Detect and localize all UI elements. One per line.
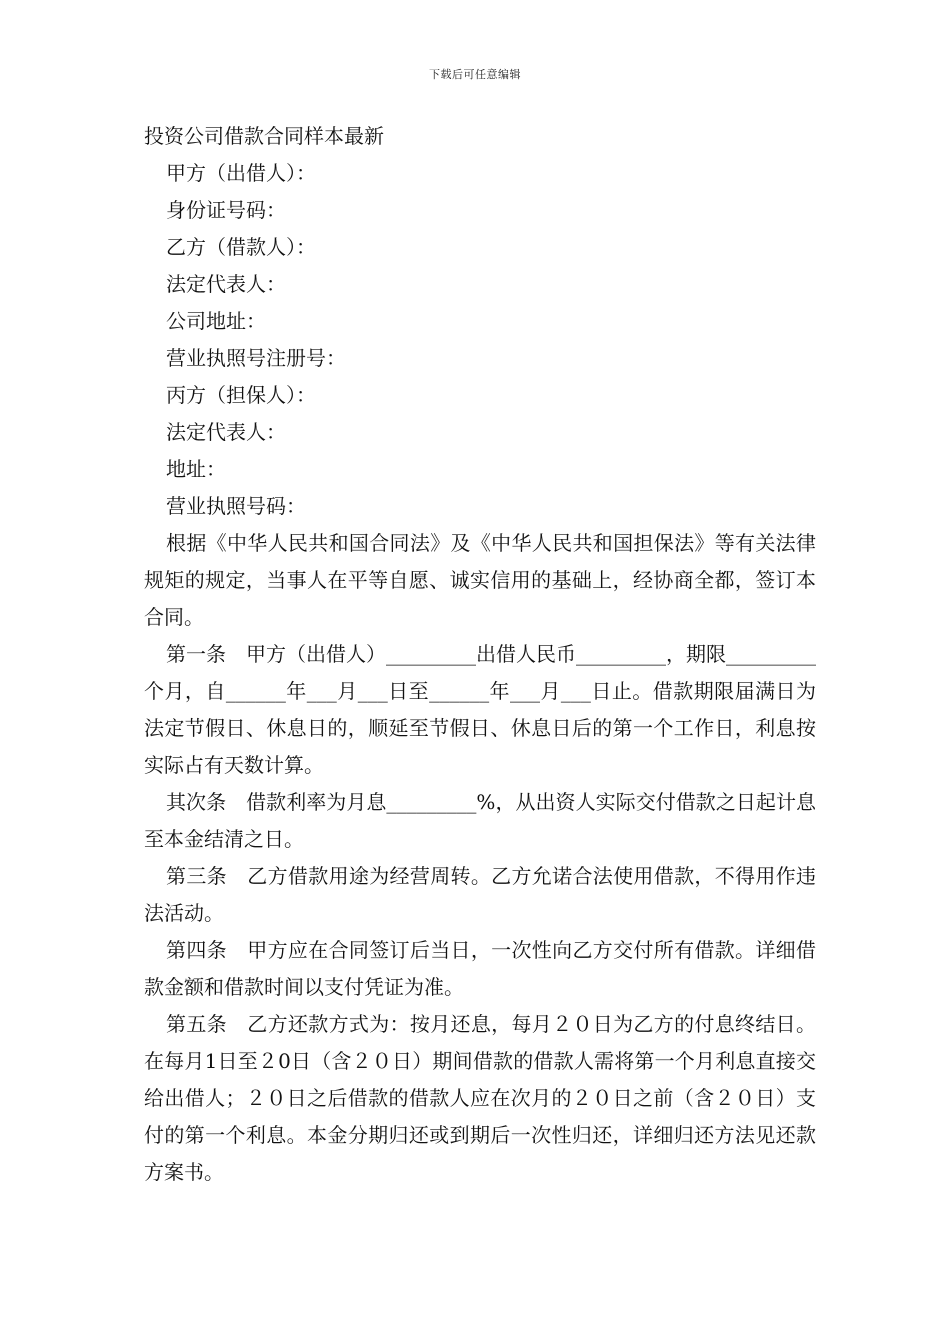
field-guarantor-legal-representative: 法定代表人： [166,420,286,444]
field-business-license-registration: 营业执照号注册号： [166,346,346,370]
document-title: 投资公司借款合同样本最新 [144,124,384,148]
field-id-number: 身份证号码： [166,198,286,222]
document-body [144,118,816,1191]
paragraph-preamble: 根据《中华人民共和国合同法》及《中华人民共和国担保法》等有关法律规矩的规定，当事人在平等自愿、诚实信用的基础上，经协商全都，签订本合同。 [144,531,816,629]
field-address: 地址： [166,457,226,481]
paragraph-article-2: 其次条 借款利率为月息_________%，从出资人实际交付借款之日起计息至本金结清之日。 [144,790,816,851]
field-lender: 甲方（出借人）： [166,161,316,185]
field-business-license-number: 营业执照号码： [166,494,306,518]
field-guarantor: 丙方（担保人）： [166,383,316,407]
field-company-address: 公司地址： [166,309,266,333]
paragraph-article-5: 第五条 乙方还款方式为：按月还息，每月２０日为乙方的付息终结日。在每月1日至２0日（含２０日）期间借款的借款人需将第一个月利息直接交给出借人；２０日之后借款的借款人应在次月的２０日之前（含２０日）支付的第一个利息。本金分期归还或到期后一次性归还，详细归还方法见还款方案书。 [144,1012,816,1184]
paragraph-article-1: 第一条 甲方（出借人）_________出借人民币_________，期限_________个月，自______年___月___日至______年___月___日止。借款期限届满日为法定节假日、休息日的，顺延至节假日、休息日后的第一个工作日，利息按实际占有天数计算。 [144,642,816,777]
page-header: 下载后可任意编辑 [429,68,521,81]
field-legal-representative: 法定代表人： [166,272,286,296]
paragraph-article-4: 第四条 甲方应在合同签订后当日，一次性向乙方交付所有借款。详细借款金额和借款时间以支付凭证为准。 [144,938,816,999]
field-borrower: 乙方（借款人）： [166,235,316,259]
paragraph-article-3: 第三条 乙方借款用途为经营周转。乙方允诺合法使用借款，不得用作违法活动。 [144,864,816,925]
